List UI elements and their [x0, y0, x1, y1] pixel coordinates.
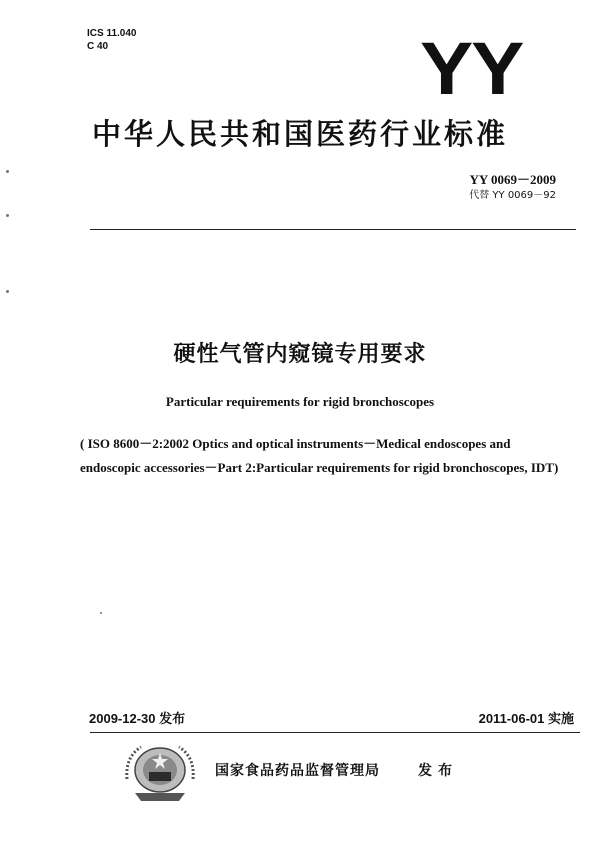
classification-codes [87, 27, 136, 53]
document-title-zh: 硬性气管内窥镜专用要求 [173, 342, 427, 367]
header-divider [90, 229, 576, 230]
scan-speck [6, 290, 9, 293]
replaces-standard: 代替 YY 0069－92 [469, 190, 556, 201]
national-emblem-icon [121, 739, 199, 805]
emblem-gate [149, 772, 171, 781]
iso-reference [80, 432, 580, 480]
iso-reference-line-2: endoscopic accessories－Part 2:Particular requirements for rigid bronchoscopes, IDT) [80, 460, 559, 475]
implement-date: 2011-06-01 实施 [478, 711, 574, 726]
issue-label: 发布 [418, 763, 458, 779]
scan-speck [6, 214, 9, 217]
scan-speck [100, 612, 102, 614]
document-title-en: Particular requirements for rigid bronchoscopes [165, 394, 435, 409]
publish-date: 2009-12-30 发布 [89, 711, 186, 726]
ics-code: ICS 11.040 [87, 28, 137, 39]
scan-speck [6, 170, 9, 173]
yy-logo: YY [420, 27, 523, 110]
standard-category-title: 中华人民共和国医药行业标准 [91, 117, 508, 151]
issuing-authority: 国家食品药品监督管理局 [215, 763, 380, 779]
emblem-ribbon [135, 793, 185, 801]
footer-divider [90, 732, 580, 733]
standard-number: YY 0069－2009 [469, 172, 556, 187]
iso-reference-line-1: ( ISO 8600－2:2002 Optics and optical instruments－Medical endoscopes and [80, 436, 511, 451]
ccs-code: C 40 [87, 41, 109, 52]
